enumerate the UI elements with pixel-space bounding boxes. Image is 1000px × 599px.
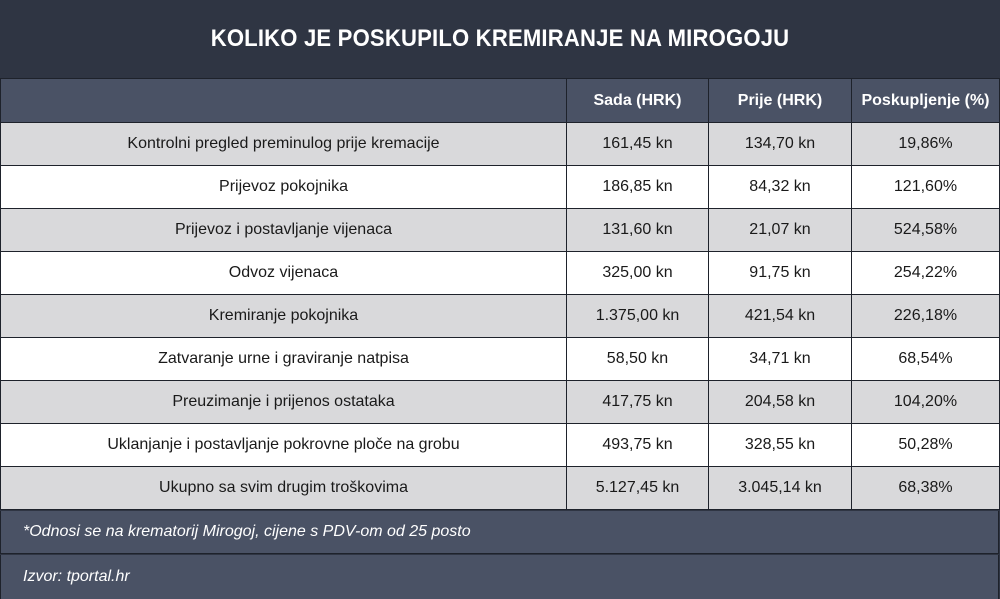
cell-prije: 91,75 kn (709, 252, 852, 295)
cell-prije: 34,71 kn (709, 338, 852, 381)
cell-sada: 58,50 kn (567, 338, 709, 381)
cell-prije: 204,58 kn (709, 381, 852, 424)
cell-item: Prijevoz i postavljanje vijenaca (1, 209, 567, 252)
cell-item: Zatvaranje urne i graviranje natpisa (1, 338, 567, 381)
cell-poskupljenje: 254,22% (852, 252, 1000, 295)
cell-poskupljenje: 68,54% (852, 338, 1000, 381)
table-row (1, 295, 1000, 338)
cell-prije: 328,55 kn (709, 424, 852, 467)
footnote: *Odnosi se na krematorij Mirogoj, cijene s PDV-om od 25 posto (0, 511, 999, 554)
cell-poskupljenje: 121,60% (852, 166, 1000, 209)
cell-poskupljenje: 104,20% (852, 381, 1000, 424)
cell-sada: 493,75 kn (567, 424, 709, 467)
header-prije: Prije (HRK) (709, 79, 852, 123)
cell-sada: 1.375,00 kn (567, 295, 709, 338)
cell-item: Prijevoz pokojnika (1, 166, 567, 209)
cell-poskupljenje: 68,38% (852, 467, 1000, 510)
table-row-total (1, 467, 1000, 510)
cell-sada: 417,75 kn (567, 381, 709, 424)
table-row (1, 424, 1000, 467)
header-item (1, 79, 567, 123)
cell-item: Preuzimanje i prijenos ostataka (1, 381, 567, 424)
cell-item: Odvoz vijenaca (1, 252, 567, 295)
cell-prije: 84,32 kn (709, 166, 852, 209)
cell-prije: 134,70 kn (709, 123, 852, 166)
cell-sada: 131,60 kn (567, 209, 709, 252)
cell-poskupljenje: 50,28% (852, 424, 1000, 467)
table-row (1, 209, 1000, 252)
cell-prije: 21,07 kn (709, 209, 852, 252)
cell-item: Kremiranje pokojnika (1, 295, 567, 338)
cell-item: Ukupno sa svim drugim troškovima (1, 467, 567, 510)
header-poskupljenje: Poskupljenje (%) (852, 79, 1000, 123)
cell-item: Uklanjanje i postavljanje pokrovne ploče na grobu (1, 424, 567, 467)
price-table (0, 78, 1000, 510)
cell-sada: 161,45 kn (567, 123, 709, 166)
cell-sada: 325,00 kn (567, 252, 709, 295)
cell-item: Kontrolni pregled preminulog prije kremacije (1, 123, 567, 166)
header-sada: Sada (HRK) (567, 79, 709, 123)
page-title: KOLIKO JE POSKUPILO KREMIRANJE NA MIROGOJU (210, 25, 790, 52)
cell-poskupljenje: 226,18% (852, 295, 1000, 338)
table-row (1, 338, 1000, 381)
table-header-row (1, 79, 1000, 123)
source-note: Izvor: tportal.hr (0, 555, 999, 599)
cell-prije: 3.045,14 kn (709, 467, 852, 510)
cell-sada: 5.127,45 kn (567, 467, 709, 510)
cell-prije: 421,54 kn (709, 295, 852, 338)
table-row (1, 381, 1000, 424)
cell-poskupljenje: 524,58% (852, 209, 1000, 252)
cell-sada: 186,85 kn (567, 166, 709, 209)
table-row (1, 166, 1000, 209)
table-row (1, 123, 1000, 166)
table-row (1, 252, 1000, 295)
cell-poskupljenje: 19,86% (852, 123, 1000, 166)
